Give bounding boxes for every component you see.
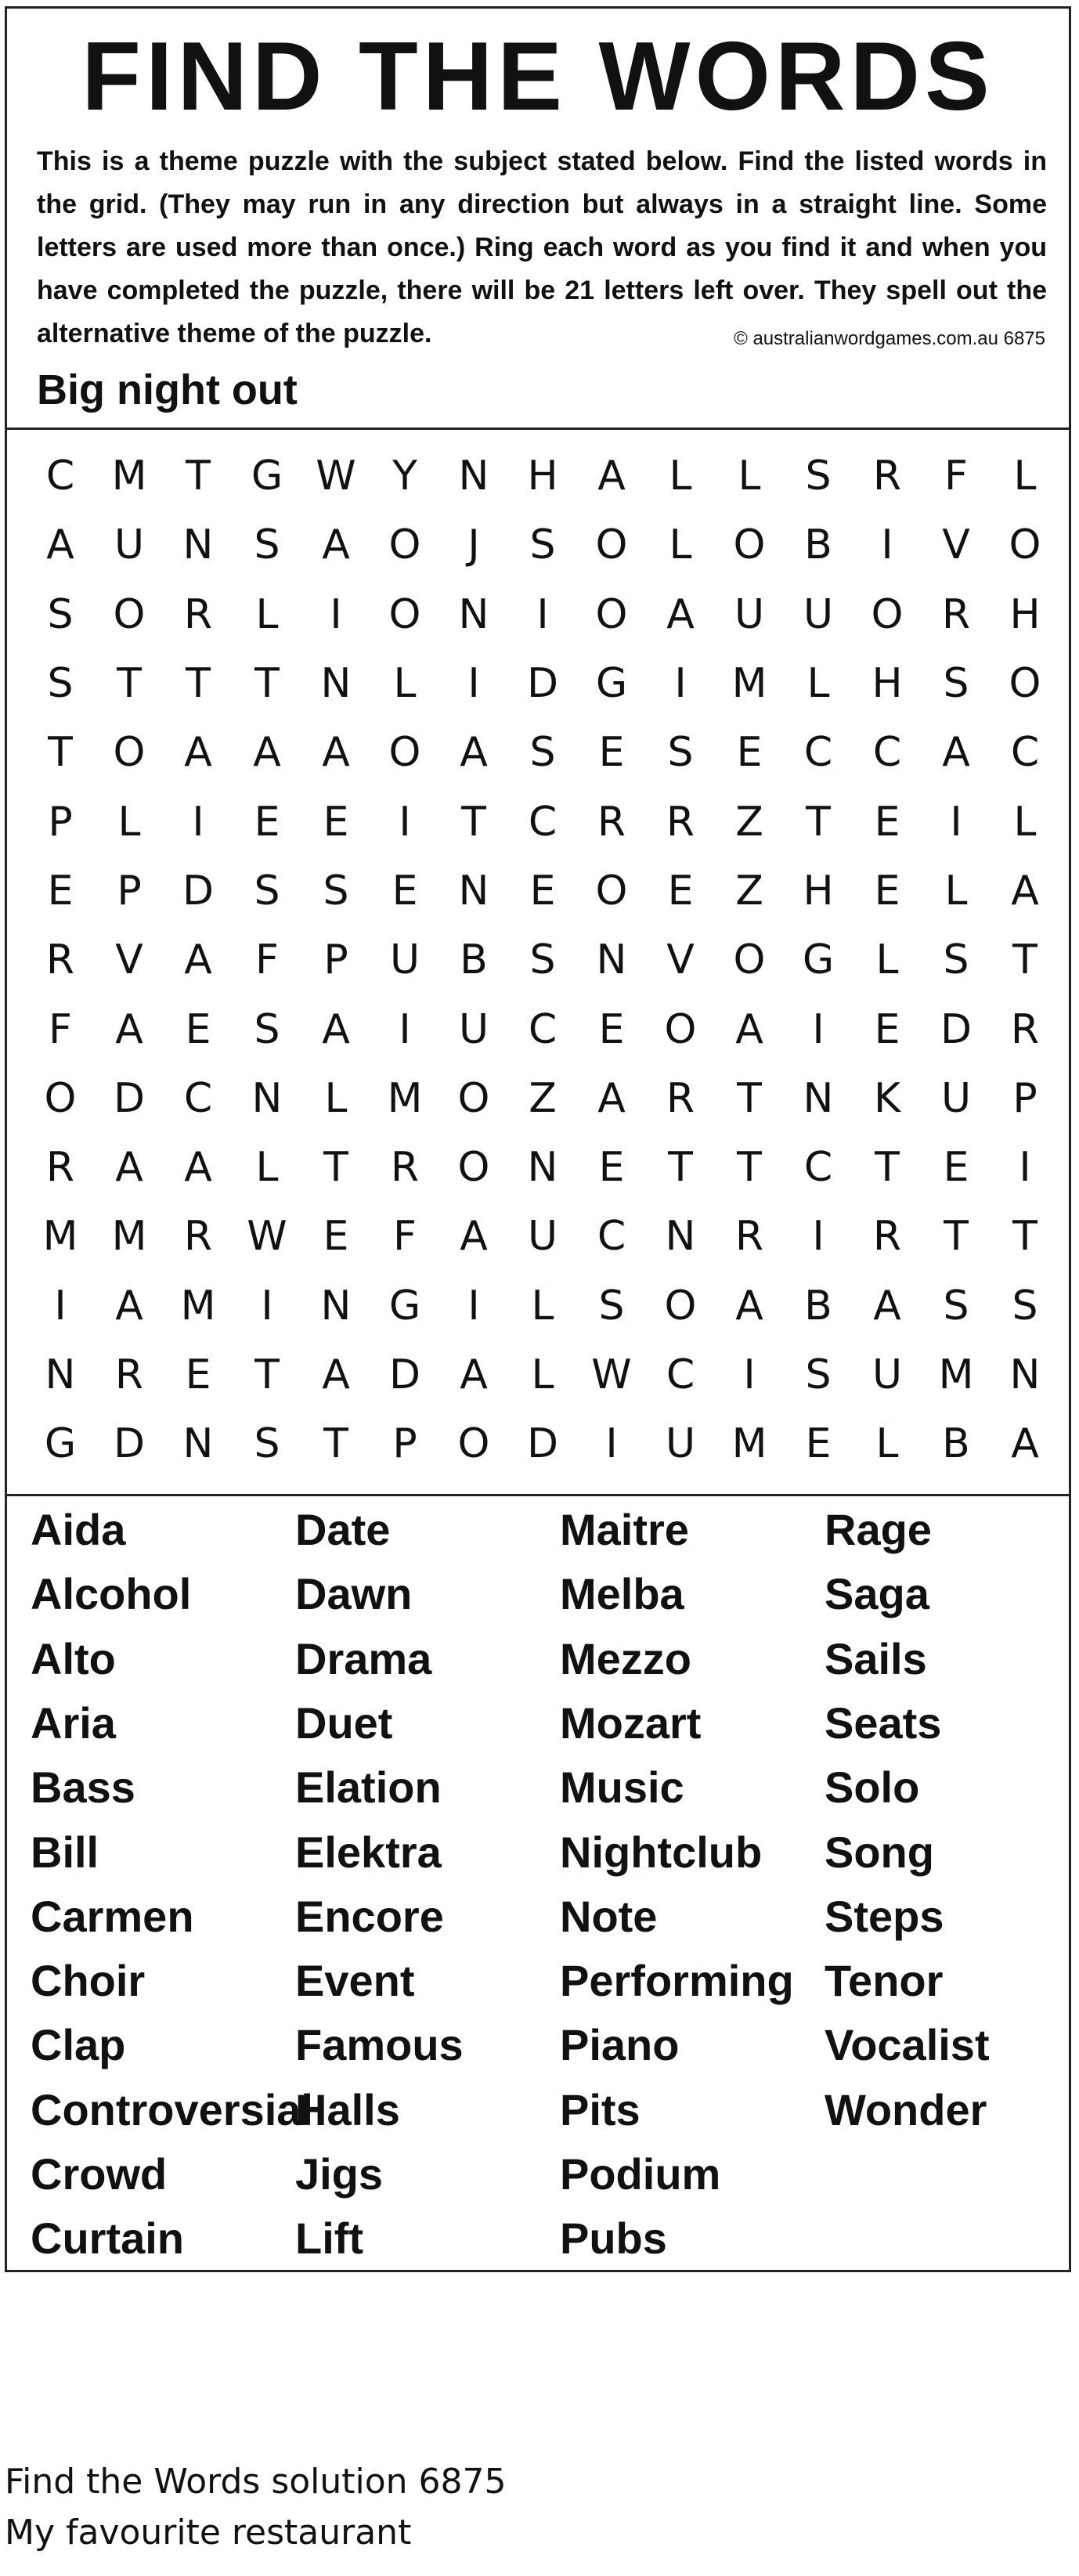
grid-letter[interactable]: A bbox=[735, 1282, 763, 1329]
word-list-item: Piano bbox=[560, 2020, 680, 2070]
grid-letter[interactable]: O bbox=[388, 590, 421, 638]
grid-letter[interactable]: N bbox=[665, 1213, 696, 1261]
grid-letter[interactable]: N bbox=[458, 453, 489, 500]
grid-letter[interactable]: N bbox=[45, 1351, 76, 1398]
grid-letter[interactable]: I bbox=[399, 1005, 411, 1053]
grid-letter[interactable]: F bbox=[255, 936, 279, 984]
grid-letter[interactable]: S bbox=[254, 1420, 280, 1468]
grid-letter[interactable]: E bbox=[185, 1351, 211, 1398]
grid-letter[interactable]: M bbox=[938, 1351, 974, 1398]
grid-letter[interactable]: A bbox=[322, 1351, 350, 1398]
grid-letter[interactable]: A bbox=[666, 590, 695, 638]
grid-letter[interactable]: E bbox=[598, 729, 625, 777]
word-list-item: Alcohol bbox=[31, 1569, 192, 1619]
word-list-item: Vocalist bbox=[825, 2020, 990, 2070]
grid-letter[interactable]: A bbox=[460, 729, 488, 777]
word-list-item: Nightclub bbox=[560, 1827, 763, 1877]
grid-letter[interactable]: U bbox=[527, 1213, 558, 1261]
grid-letter[interactable]: G bbox=[44, 1420, 77, 1468]
grid-letter[interactable]: S bbox=[667, 729, 694, 777]
grid-letter[interactable]: W bbox=[591, 1351, 632, 1398]
header-divider bbox=[7, 428, 1069, 430]
grid-letter[interactable]: C bbox=[183, 1074, 213, 1122]
grid-letter[interactable]: L bbox=[1013, 798, 1037, 846]
word-list-item: Bill bbox=[31, 1827, 99, 1877]
grid-letter[interactable]: R bbox=[734, 1213, 764, 1261]
grid-letter[interactable]: S bbox=[1012, 1282, 1038, 1329]
grid-letter[interactable]: I bbox=[467, 1282, 480, 1329]
grid-letter[interactable]: O bbox=[595, 590, 628, 638]
grid-letter[interactable]: P bbox=[392, 1420, 417, 1468]
grid-letter[interactable]: F bbox=[944, 453, 968, 500]
grid-letter[interactable]: D bbox=[113, 1420, 146, 1468]
grid-letter[interactable]: N bbox=[182, 1420, 214, 1468]
grid-letter[interactable]: N bbox=[251, 1074, 283, 1122]
grid-letter[interactable]: D bbox=[113, 1074, 146, 1122]
grid-letter[interactable]: I bbox=[950, 798, 962, 846]
word-list-item: Tenor bbox=[825, 1956, 944, 2006]
grid-letter[interactable]: A bbox=[460, 1351, 488, 1398]
grid-letter[interactable]: C bbox=[528, 1005, 558, 1053]
word-list-item: Event bbox=[295, 1956, 415, 2006]
grid-letter[interactable]: R bbox=[941, 590, 971, 638]
grid-letter[interactable]: E bbox=[874, 798, 900, 846]
grid-letter[interactable]: S bbox=[943, 1282, 969, 1329]
grid-letter[interactable]: R bbox=[45, 936, 75, 984]
grid-letter[interactable]: E bbox=[943, 1144, 969, 1192]
grid-letter[interactable]: I bbox=[743, 1351, 756, 1398]
grid-letter[interactable]: I bbox=[1019, 1144, 1031, 1192]
grid-letter[interactable]: R bbox=[872, 1213, 902, 1261]
grid-letter[interactable]: M bbox=[731, 1420, 767, 1468]
word-list-item: Choir bbox=[31, 1956, 146, 2006]
grid-letter[interactable]: L bbox=[875, 936, 899, 984]
grid-letter[interactable]: O bbox=[595, 521, 628, 569]
grid-letter[interactable]: L bbox=[944, 867, 968, 915]
word-list-item: Aida bbox=[31, 1505, 126, 1554]
grid-letter[interactable]: M bbox=[111, 453, 147, 500]
word-list-item: Jigs bbox=[295, 2149, 384, 2199]
grid-letter[interactable]: U bbox=[389, 936, 420, 984]
grid-letter[interactable]: T bbox=[254, 1351, 280, 1398]
word-list-item: Date bbox=[295, 1505, 391, 1554]
grid-letter[interactable]: A bbox=[115, 1282, 143, 1329]
grid-letter[interactable]: T bbox=[806, 798, 831, 846]
grid-divider bbox=[7, 1494, 1069, 1496]
grid-letter[interactable]: J bbox=[467, 521, 480, 569]
grid-letter[interactable]: S bbox=[47, 660, 74, 708]
grid-letter[interactable]: S bbox=[805, 1351, 832, 1398]
grid-letter[interactable]: C bbox=[803, 729, 833, 777]
grid-letter[interactable]: I bbox=[674, 660, 687, 708]
word-list-item: Podium bbox=[560, 2149, 721, 2199]
theme-title: Big night out bbox=[37, 366, 298, 413]
puzzle-title: FIND THE WORDS bbox=[81, 23, 994, 131]
word-list-item: Melba bbox=[560, 1569, 684, 1619]
grid-letter[interactable]: C bbox=[872, 729, 902, 777]
grid-letter[interactable]: L bbox=[393, 660, 417, 708]
grid-letter[interactable]: R bbox=[597, 798, 626, 846]
grid-letter[interactable]: E bbox=[254, 798, 280, 846]
grid-letter[interactable]: W bbox=[316, 453, 356, 500]
grid-letter[interactable]: S bbox=[323, 867, 349, 915]
grid-letter[interactable]: W bbox=[247, 1213, 287, 1261]
grid-letter[interactable]: E bbox=[736, 729, 763, 777]
grid-letter[interactable]: G bbox=[251, 453, 283, 500]
word-list-item: Dawn bbox=[295, 1569, 413, 1619]
grid-letter[interactable]: R bbox=[872, 453, 902, 500]
word-list-item: Sails bbox=[825, 1633, 927, 1683]
word-list-item: Controversial bbox=[31, 2084, 313, 2134]
grid-letter[interactable]: V bbox=[942, 521, 970, 569]
grid-letter[interactable]: L bbox=[531, 1351, 554, 1398]
grid-letter[interactable]: S bbox=[529, 729, 556, 777]
grid-letter[interactable]: L bbox=[738, 453, 761, 500]
grid-letter[interactable]: E bbox=[667, 867, 694, 915]
grid-letter[interactable]: O bbox=[113, 590, 146, 638]
grid-letter[interactable]: N bbox=[458, 590, 489, 638]
grid-letter[interactable]: S bbox=[254, 1005, 280, 1053]
grid-letter[interactable]: S bbox=[598, 1282, 625, 1329]
grid-letter[interactable]: L bbox=[324, 1074, 348, 1122]
grid-letter[interactable]: O bbox=[457, 1144, 490, 1192]
word-list-item: Bass bbox=[31, 1762, 135, 1813]
grid-letter[interactable]: N bbox=[182, 521, 214, 569]
grid-letter[interactable]: O bbox=[664, 1282, 697, 1329]
grid-letter[interactable]: O bbox=[733, 521, 766, 569]
word-list-item: Clap bbox=[31, 2020, 126, 2070]
grid-letter[interactable]: O bbox=[871, 590, 904, 638]
grid-letter[interactable]: R bbox=[183, 1213, 213, 1261]
grid-letter[interactable]: M bbox=[387, 1074, 423, 1122]
grid-letter[interactable]: U bbox=[734, 590, 765, 638]
grid-letter[interactable]: E bbox=[805, 1420, 832, 1468]
grid-letter[interactable]: S bbox=[943, 660, 969, 708]
word-list-item: Solo bbox=[825, 1762, 920, 1813]
grid-letter[interactable]: G bbox=[388, 1282, 421, 1329]
grid-letter[interactable]: M bbox=[731, 660, 767, 708]
word-list-item: Note bbox=[560, 1891, 658, 1941]
grid-letter[interactable]: I bbox=[399, 798, 411, 846]
grid-letter[interactable]: O bbox=[457, 1074, 490, 1122]
grid-letter[interactable]: I bbox=[54, 1282, 67, 1329]
grid-letter[interactable]: A bbox=[184, 729, 212, 777]
grid-letter[interactable]: I bbox=[536, 590, 549, 638]
grid-letter[interactable]: A bbox=[1011, 1420, 1039, 1468]
grid-letter[interactable]: B bbox=[804, 521, 832, 569]
grid-letter[interactable]: A bbox=[184, 1144, 212, 1192]
grid-letter[interactable]: F bbox=[393, 1213, 417, 1261]
word-list-item: Halls bbox=[295, 2084, 400, 2134]
grid-letter[interactable]: D bbox=[526, 660, 559, 708]
grid-letter[interactable]: T bbox=[737, 1144, 762, 1192]
grid-letter[interactable]: O bbox=[664, 1005, 697, 1053]
grid-letter[interactable]: L bbox=[875, 1420, 899, 1468]
grid-letter[interactable]: T bbox=[117, 660, 142, 708]
grid-letter[interactable]: E bbox=[874, 1005, 900, 1053]
grid-letter[interactable]: B bbox=[942, 1420, 970, 1468]
grid-letter[interactable]: T bbox=[186, 453, 211, 500]
grid-letter[interactable]: L bbox=[669, 453, 692, 500]
grid-letter[interactable]: H bbox=[527, 453, 558, 500]
grid-letter[interactable]: U bbox=[114, 521, 145, 569]
word-list bbox=[26, 1503, 1059, 2270]
word-list-item: Pubs bbox=[560, 2213, 667, 2264]
grid-letter[interactable]: T bbox=[944, 1213, 969, 1261]
grid-letter[interactable]: M bbox=[180, 1282, 216, 1329]
grid-letter[interactable]: P bbox=[117, 867, 142, 915]
grid-letter[interactable]: N bbox=[596, 936, 627, 984]
grid-letter[interactable]: A bbox=[597, 1074, 626, 1122]
grid-letter[interactable]: A bbox=[115, 1005, 143, 1053]
grid-letter[interactable]: U bbox=[665, 1420, 696, 1468]
grid-letter[interactable]: Z bbox=[735, 867, 763, 915]
grid-letter[interactable]: U bbox=[872, 1351, 903, 1398]
grid-letter[interactable]: H bbox=[1009, 590, 1041, 638]
word-list-item: Steps bbox=[825, 1891, 944, 1941]
grid-letter[interactable]: F bbox=[49, 1005, 72, 1053]
grid-letter[interactable]: D bbox=[388, 1351, 421, 1398]
grid-letter[interactable]: D bbox=[940, 1005, 973, 1053]
word-list-item: Wonder bbox=[825, 2084, 987, 2134]
grid-letter[interactable]: I bbox=[261, 1282, 273, 1329]
word-list-item: Performing bbox=[560, 1956, 794, 2006]
grid-letter[interactable]: I bbox=[467, 660, 480, 708]
grid-letter[interactable]: O bbox=[1009, 521, 1041, 569]
grid-letter[interactable]: T bbox=[461, 798, 486, 846]
grid-letter[interactable]: A bbox=[253, 729, 281, 777]
grid-letter[interactable]: G bbox=[595, 660, 628, 708]
solution-label: Find the Words solution 6875 bbox=[5, 2462, 507, 2502]
grid-letter[interactable]: R bbox=[183, 590, 213, 638]
grid-letter[interactable]: C bbox=[528, 798, 558, 846]
word-list-item: Rage bbox=[825, 1505, 932, 1554]
grid-letter[interactable]: B bbox=[460, 936, 488, 984]
grid-letter[interactable]: L bbox=[669, 521, 692, 569]
grid-letter[interactable]: E bbox=[392, 867, 418, 915]
grid-letter[interactable]: I bbox=[330, 590, 342, 638]
grid-letter[interactable]: C bbox=[1010, 729, 1040, 777]
grid-letter[interactable]: O bbox=[44, 1074, 77, 1122]
grid-letter[interactable]: A bbox=[1011, 867, 1039, 915]
grid-letter[interactable]: A bbox=[115, 1144, 143, 1192]
word-list-item: Mezzo bbox=[560, 1633, 691, 1683]
word-list-item: Elektra bbox=[295, 1827, 442, 1877]
grid-letter[interactable]: L bbox=[255, 590, 279, 638]
grid-letter[interactable]: R bbox=[1010, 1005, 1040, 1053]
word-list-item: Song bbox=[825, 1827, 934, 1877]
word-list-item: Elation bbox=[295, 1762, 442, 1813]
grid-letter[interactable]: T bbox=[1012, 1213, 1038, 1261]
grid-letter[interactable]: E bbox=[598, 1005, 625, 1053]
grid-letter[interactable]: G bbox=[802, 936, 835, 984]
grid-letter[interactable]: O bbox=[595, 867, 628, 915]
grid-letter[interactable]: S bbox=[529, 936, 556, 984]
grid-letter[interactable]: P bbox=[1012, 1074, 1038, 1122]
grid-letter[interactable]: N bbox=[458, 867, 489, 915]
grid-letter[interactable]: N bbox=[320, 660, 352, 708]
grid-letter[interactable]: Z bbox=[735, 798, 763, 846]
word-list-item: Alto bbox=[31, 1633, 116, 1683]
grid-letter[interactable]: Y bbox=[392, 453, 417, 500]
word-list-item: Carmen bbox=[31, 1891, 194, 1941]
grid-letter[interactable]: S bbox=[254, 867, 280, 915]
grid-letter[interactable]: T bbox=[737, 1074, 762, 1122]
grid-letter[interactable]: A bbox=[322, 521, 350, 569]
grid-letter[interactable]: R bbox=[666, 798, 695, 846]
grid-letter[interactable]: S bbox=[254, 521, 280, 569]
grid-letter[interactable]: A bbox=[184, 936, 212, 984]
grid-letter[interactable]: C bbox=[666, 1351, 695, 1398]
grid-letter[interactable]: D bbox=[526, 1420, 559, 1468]
grid-letter[interactable]: U bbox=[458, 1005, 489, 1053]
grid-letter[interactable]: A bbox=[942, 729, 970, 777]
grid-letter[interactable]: C bbox=[45, 453, 75, 500]
grid-letter[interactable]: L bbox=[1013, 453, 1037, 500]
grid-letter[interactable]: O bbox=[388, 729, 421, 777]
credit-line: © australianwordgames.com.au 6875 bbox=[734, 328, 1045, 349]
grid-letter[interactable]: E bbox=[185, 1005, 211, 1053]
grid-letter[interactable]: P bbox=[323, 936, 348, 984]
grid-letter[interactable]: O bbox=[1009, 660, 1041, 708]
puzzle-frame bbox=[5, 6, 1071, 2272]
grid-letter[interactable]: R bbox=[390, 1144, 420, 1192]
solution-answer: My favourite restaurant bbox=[5, 2513, 412, 2553]
grid-letter[interactable]: A bbox=[322, 729, 350, 777]
grid-letter[interactable]: T bbox=[323, 1420, 348, 1468]
grid-letter[interactable]: V bbox=[115, 936, 143, 984]
grid-letter[interactable]: E bbox=[598, 1144, 625, 1192]
grid-letter[interactable]: T bbox=[1012, 936, 1038, 984]
grid-letter[interactable]: S bbox=[529, 521, 556, 569]
grid-letter[interactable]: N bbox=[1009, 1351, 1041, 1398]
grid-letter[interactable]: N bbox=[320, 1282, 352, 1329]
word-list-item: Famous bbox=[295, 2020, 464, 2070]
grid-letter[interactable]: S bbox=[943, 936, 969, 984]
word-list-item: Lift bbox=[295, 2213, 364, 2264]
word-list-item: Mozart bbox=[560, 1697, 702, 1748]
word-list-item: Encore bbox=[295, 1891, 444, 1941]
grid-letter[interactable]: S bbox=[47, 590, 74, 638]
grid-letter[interactable]: I bbox=[812, 1213, 825, 1261]
word-list-item: Seats bbox=[825, 1697, 942, 1748]
grid-letter[interactable]: B bbox=[804, 1282, 832, 1329]
grid-letter[interactable]: Z bbox=[529, 1074, 557, 1122]
grid-letter[interactable]: E bbox=[47, 867, 74, 915]
grid-letter[interactable]: L bbox=[117, 798, 141, 846]
grid-letter[interactable]: R bbox=[45, 1144, 75, 1192]
grid-letter[interactable]: O bbox=[388, 521, 421, 569]
grid-letter[interactable]: N bbox=[527, 1144, 558, 1192]
grid-letter[interactable]: E bbox=[874, 867, 900, 915]
grid-letter[interactable]: T bbox=[875, 1144, 900, 1192]
grid-letter[interactable]: A bbox=[46, 521, 74, 569]
grid-letter[interactable]: T bbox=[323, 1144, 348, 1192]
grid-letter[interactable]: P bbox=[48, 798, 73, 846]
word-list-item: Curtain bbox=[31, 2213, 184, 2264]
grid-letter[interactable]: H bbox=[803, 867, 834, 915]
grid-letter[interactable]: O bbox=[113, 729, 146, 777]
grid-letter[interactable]: M bbox=[111, 1213, 147, 1261]
word-list-item: Aria bbox=[31, 1697, 116, 1748]
grid-letter[interactable]: T bbox=[254, 660, 280, 708]
word-list-item: Crowd bbox=[31, 2149, 168, 2199]
grid-letter[interactable]: A bbox=[322, 1005, 350, 1053]
word-list-item: Saga bbox=[825, 1569, 929, 1619]
grid-letter[interactable]: V bbox=[666, 936, 695, 984]
grid-letter[interactable]: N bbox=[803, 1074, 834, 1122]
word-list-item: Duet bbox=[295, 1697, 393, 1748]
grid-letter[interactable]: K bbox=[873, 1074, 901, 1122]
grid-letter[interactable]: H bbox=[872, 660, 903, 708]
grid-letter[interactable]: U bbox=[803, 590, 834, 638]
grid-letter[interactable]: T bbox=[48, 729, 73, 777]
grid-letter[interactable]: I bbox=[192, 798, 204, 846]
grid-letter[interactable]: O bbox=[733, 936, 766, 984]
word-list-item: Music bbox=[560, 1762, 684, 1813]
word-list-item: Maitre bbox=[560, 1505, 689, 1554]
grid-letter[interactable]: A bbox=[460, 1213, 488, 1261]
grid-letter[interactable]: L bbox=[807, 660, 830, 708]
grid-letter[interactable]: L bbox=[531, 1282, 554, 1329]
word-list-item: Pits bbox=[560, 2084, 641, 2134]
grid-letter[interactable]: L bbox=[255, 1144, 279, 1192]
grid-letter[interactable]: E bbox=[529, 867, 556, 915]
grid-letter[interactable]: O bbox=[457, 1420, 490, 1468]
grid-letter[interactable]: T bbox=[186, 660, 211, 708]
grid-letter[interactable]: E bbox=[323, 798, 349, 846]
grid-letter[interactable]: C bbox=[803, 1144, 833, 1192]
grid-letter[interactable]: A bbox=[735, 1005, 763, 1053]
letter-grid bbox=[26, 442, 1059, 1479]
grid-letter[interactable]: C bbox=[597, 1213, 626, 1261]
grid-letter[interactable]: I bbox=[881, 521, 893, 569]
grid-letter[interactable]: S bbox=[805, 453, 832, 500]
grid-letter[interactable]: D bbox=[182, 867, 215, 915]
grid-letter[interactable]: U bbox=[940, 1074, 972, 1122]
grid-letter[interactable]: T bbox=[668, 1144, 693, 1192]
word-list-item: Drama bbox=[295, 1633, 432, 1683]
instructions: This is a theme puzzle with the subject stated below. Find the listed words in the grid. (They may run in any direction but always in a straight line. Some letters are used more than once.) Ring each word as you find it and when you have completed the puzzle, there will be 21 letters left over. They spell out the alternative theme of the puzzle. bbox=[37, 146, 1047, 348]
grid-letter[interactable]: R bbox=[666, 1074, 695, 1122]
grid-letter[interactable]: R bbox=[114, 1351, 144, 1398]
grid-letter[interactable]: A bbox=[873, 1282, 901, 1329]
grid-letter[interactable]: A bbox=[597, 453, 626, 500]
grid-letter[interactable]: I bbox=[605, 1420, 618, 1468]
grid-letter[interactable]: I bbox=[812, 1005, 825, 1053]
grid-letter[interactable]: M bbox=[42, 1213, 78, 1261]
grid-letter[interactable]: E bbox=[323, 1213, 349, 1261]
